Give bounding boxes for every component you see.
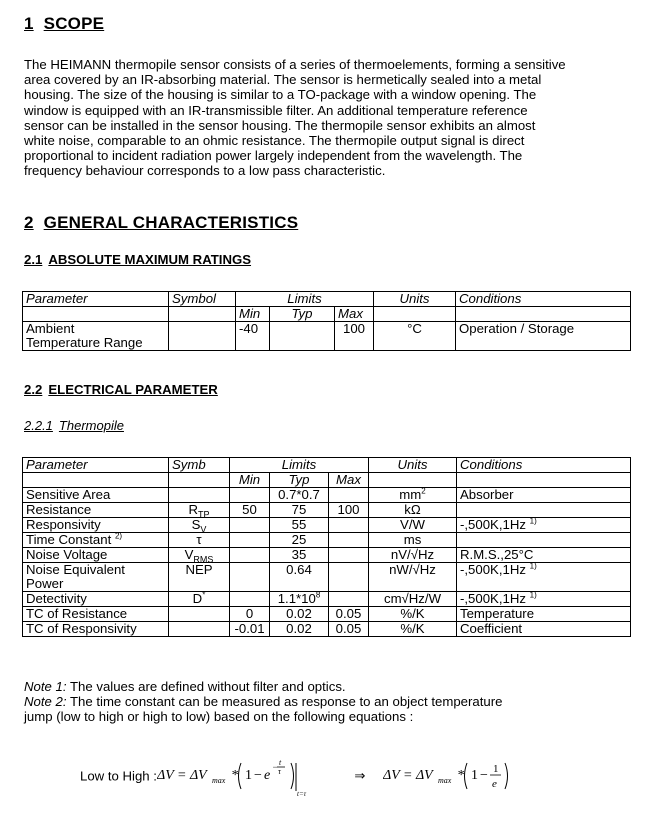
symbol-sub: V	[200, 524, 207, 535]
section-heading-general	[24, 213, 298, 233]
symbol-sub: RMS	[193, 554, 214, 565]
cell-symbol	[169, 488, 230, 503]
section-heading-thermopile	[24, 418, 124, 433]
header-max: Max	[335, 307, 374, 322]
cell-min: 0	[230, 607, 270, 622]
cell-conditions	[457, 533, 631, 548]
section-number: 2.2	[24, 382, 43, 397]
table-row	[23, 563, 631, 592]
cell-min	[230, 533, 270, 548]
cell-units: %/K	[369, 622, 457, 637]
svg-text:max: max	[438, 776, 452, 785]
svg-text:*: *	[230, 768, 238, 783]
cell-parameter	[23, 533, 169, 548]
cell-units	[369, 488, 457, 503]
section-title: Thermopile	[58, 418, 124, 433]
cell-symbol	[169, 548, 230, 563]
section-title: SCOPE	[43, 14, 105, 33]
cell-symbol: NEP	[169, 563, 230, 592]
header-max: Max	[329, 473, 369, 488]
param-line: Power	[26, 576, 64, 591]
cell-parameter	[23, 563, 169, 592]
header-units: Units	[374, 292, 456, 307]
cell-max	[329, 533, 369, 548]
section-number: 1	[24, 14, 34, 33]
svg-text:max: max	[211, 776, 225, 785]
scope-line: sensor can be installed in the sensor housing. The thermopile sensor exhibits an almost	[24, 117, 536, 133]
empty-cell	[369, 473, 457, 488]
svg-text:e: e	[492, 778, 497, 790]
empty-cell	[374, 307, 456, 322]
cell-parameter: TC of Resistance	[23, 607, 169, 622]
scope-line: frequency behaviour corresponds to a low pass characteristic.	[24, 163, 386, 179]
header-typ: Typ	[270, 307, 335, 322]
note-2-continued: jump (low to high or high to low) based on the following equations :	[24, 709, 414, 724]
note-label: Note 1:	[24, 679, 67, 694]
cell-max: 100	[329, 503, 369, 518]
svg-text:−: −	[271, 762, 278, 772]
equation-formula-right	[383, 757, 533, 797]
equation-arrow: ⇒	[354, 768, 366, 784]
cell-max	[329, 548, 369, 563]
cell-typ: 75	[270, 503, 329, 518]
cell-typ: 0.64	[270, 563, 329, 592]
cell-parameter: Detectivity	[23, 592, 169, 607]
cell-conditions	[457, 518, 631, 533]
table-row	[23, 322, 631, 351]
table-row	[23, 533, 631, 548]
symbol-text: S	[191, 517, 201, 532]
symbol-text: R	[188, 502, 198, 517]
empty-cell	[23, 473, 169, 488]
notes-block	[24, 679, 644, 724]
cell-min: -40	[236, 322, 270, 351]
note-text: The time constant can be measured as response to an object temperature	[66, 694, 503, 709]
cell-max: 100	[335, 322, 374, 351]
conditions-text: -,500K,1Hz	[460, 517, 530, 532]
cell-max	[329, 563, 369, 592]
svg-text:−: −	[480, 768, 488, 783]
cell-min	[230, 518, 270, 533]
section-number: 2.1	[24, 252, 43, 267]
symbol-text: V	[184, 547, 194, 562]
cell-units: nV/√Hz	[369, 548, 457, 563]
empty-cell	[169, 473, 230, 488]
svg-text:t: t	[278, 758, 281, 767]
cell-symbol	[169, 503, 230, 518]
symbol-text: D	[192, 591, 203, 606]
cell-conditions: Coefficient	[457, 622, 631, 637]
svg-text:1: 1	[471, 768, 479, 783]
cell-max	[329, 592, 369, 607]
conditions-text: -,500K,1Hz	[460, 591, 530, 606]
table-row	[23, 592, 631, 607]
scope-line: white noise, comparable to an ohmic resistance. The thermopile output signal is direct	[24, 133, 525, 149]
cell-symbol	[169, 592, 230, 607]
cell-min: 50	[230, 503, 270, 518]
equation-label: Low to High :	[80, 768, 161, 784]
empty-cell	[23, 307, 169, 322]
param-line: Ambient	[26, 321, 75, 336]
empty-cell	[456, 307, 631, 322]
cell-symbol	[169, 622, 230, 637]
table-row	[23, 548, 631, 563]
scope-line: The HEIMANN thermopile sensor consists of a series of thermoelements, forming a sensitive	[24, 57, 566, 72]
thermopile-table	[22, 457, 631, 637]
cell-symbol	[169, 607, 230, 622]
header-min: Min	[230, 473, 270, 488]
table-subheader-row	[23, 473, 631, 488]
symbol-sub: TP	[198, 509, 210, 520]
scope-line: area covered by an IR-absorbing material. The sensor is hermetically sealed into a metal	[24, 72, 542, 88]
cell-symbol	[169, 518, 230, 533]
svg-text:ΔV = ΔV: ΔV = ΔV	[383, 768, 433, 783]
note-2	[24, 694, 644, 709]
header-symbol: Symb	[169, 458, 230, 473]
cell-parameter: Sensitive Area	[23, 488, 169, 503]
cell-symbol: τ	[169, 533, 230, 548]
cell-parameter: Noise Voltage	[23, 548, 169, 563]
table-row	[23, 503, 631, 518]
footnote-ref: 1)	[529, 561, 537, 571]
header-min: Min	[236, 307, 270, 322]
header-limits: Limits	[230, 458, 369, 473]
cell-conditions	[457, 503, 631, 518]
cell-units: ms	[369, 533, 457, 548]
cell-parameter	[23, 322, 169, 351]
typ-sup: 8	[315, 590, 321, 600]
section-number: 2.2.1	[24, 418, 53, 433]
cell-conditions: Temperature	[457, 607, 631, 622]
cell-min	[230, 592, 270, 607]
section-title: GENERAL CHARACTERISTICS	[43, 213, 299, 232]
absmax-table	[22, 291, 631, 351]
cell-parameter: Resistance	[23, 503, 169, 518]
cell-units: kΩ	[369, 503, 457, 518]
svg-text:1: 1	[493, 763, 499, 775]
cell-min	[230, 563, 270, 592]
header-units: Units	[369, 458, 457, 473]
cell-units: V/W	[369, 518, 457, 533]
cell-typ: 35	[270, 548, 329, 563]
svg-text:−: −	[253, 768, 262, 783]
table-row	[23, 607, 631, 622]
units-sup: 2	[421, 486, 426, 496]
equation-low-to-high	[80, 757, 533, 797]
note-text: The values are defined without filter and optics.	[66, 679, 346, 694]
typ-text: 1.1*10	[277, 591, 316, 606]
cell-max: 0.05	[329, 622, 369, 637]
header-conditions: Conditions	[457, 458, 631, 473]
header-conditions: Conditions	[456, 292, 631, 307]
section-heading-electrical	[24, 382, 218, 397]
header-symbol: Symbol	[169, 292, 236, 307]
cell-typ: 0.7*0.7	[270, 488, 329, 503]
scope-paragraph	[24, 57, 652, 179]
cell-units: nW/√Hz	[369, 563, 457, 592]
empty-cell	[169, 307, 236, 322]
section-number: 2	[24, 213, 34, 232]
footnote-ref: 1)	[529, 516, 537, 526]
section-title: ELECTRICAL PARAMETER	[48, 382, 218, 397]
units-text: mm	[399, 487, 422, 502]
note-1	[24, 679, 644, 694]
conditions-text: -,500K,1Hz	[460, 562, 530, 577]
cell-max	[329, 518, 369, 533]
cell-typ: 25	[270, 533, 329, 548]
svg-text:ΔV = ΔV: ΔV = ΔV	[156, 768, 207, 783]
svg-text:*: *	[457, 768, 465, 783]
scope-line: proportional to incident radiation power largely independent from the wavelength. The	[24, 148, 523, 164]
svg-text:1: 1	[244, 768, 252, 783]
cell-conditions: R.M.S.,25°C	[457, 548, 631, 563]
table-row	[23, 488, 631, 503]
table-header-row	[23, 292, 631, 307]
table-header-row	[23, 458, 631, 473]
cell-parameter: TC of Responsivity	[23, 622, 169, 637]
param-line: Noise Equivalent	[26, 562, 125, 577]
table-subheader-row	[23, 307, 631, 322]
cell-max	[329, 488, 369, 503]
cell-min	[230, 548, 270, 563]
symbol-sup: *	[202, 590, 206, 600]
section-heading-absmax	[24, 252, 251, 267]
table-row	[23, 518, 631, 533]
cell-conditions	[457, 592, 631, 607]
scope-line: window is equipped with an IR-transmissible filter. An additional temperature reference	[24, 102, 528, 118]
section-heading-scope	[24, 14, 104, 34]
cell-conditions: Absorber	[457, 488, 631, 503]
cell-min: -0.01	[230, 622, 270, 637]
cell-parameter: Responsivity	[23, 518, 169, 533]
cell-symbol	[169, 322, 236, 351]
note-label: Note 2:	[24, 694, 67, 709]
cell-typ: 55	[270, 518, 329, 533]
cell-conditions	[457, 563, 631, 592]
header-parameter: Parameter	[23, 458, 169, 473]
cell-typ: 0.02	[270, 607, 329, 622]
footnote-ref: 1)	[529, 590, 537, 600]
cell-max: 0.05	[329, 607, 369, 622]
svg-text:e: e	[263, 768, 270, 783]
param-text: Time Constant	[26, 532, 115, 547]
cell-min	[230, 488, 270, 503]
cell-typ: 0.02	[270, 622, 329, 637]
cell-units: %/K	[369, 607, 457, 622]
param-line: Temperature Range	[26, 335, 143, 350]
section-title: ABSOLUTE MAXIMUM RATINGS	[48, 252, 252, 267]
svg-text:t=τ: t=τ	[296, 790, 306, 797]
scope-line: housing. The size of the housing is similar to a TO-package with a window opening. The	[24, 87, 537, 103]
header-parameter: Parameter	[23, 292, 169, 307]
cell-typ	[270, 592, 329, 607]
cell-conditions: Operation / Storage	[456, 322, 631, 351]
equation-formula-left	[157, 757, 347, 797]
cell-typ	[270, 322, 335, 351]
cell-units: °C	[374, 322, 456, 351]
svg-text:τ: τ	[277, 767, 281, 776]
header-typ: Typ	[270, 473, 329, 488]
table-row	[23, 622, 631, 637]
empty-cell	[457, 473, 631, 488]
cell-units: cm√Hz/W	[369, 592, 457, 607]
header-limits: Limits	[236, 292, 374, 307]
footnote-ref: 2)	[114, 531, 123, 541]
